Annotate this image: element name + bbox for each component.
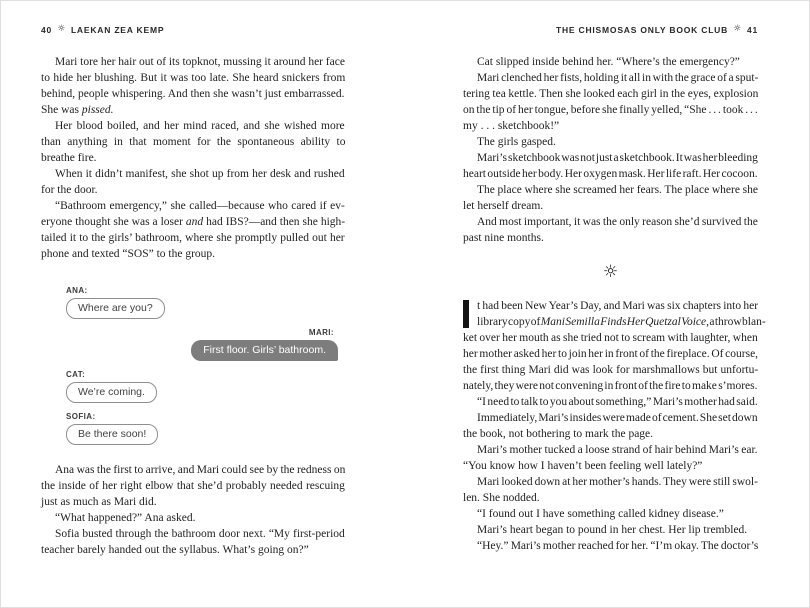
text-line: on the tip of her tongue, before she finally yelled, “She . . . took . . . [463,104,758,116]
paragraph [463,214,758,246]
paragraph [463,54,758,70]
text-line: Mari looked down at her mother’s hands. They were still swol- [477,476,758,488]
paragraph [463,442,758,474]
paragraph [41,510,345,526]
paragraph [41,462,345,510]
text-line: tering tea kettle. Then she looked each girl in the eyes, explosion [463,88,759,100]
text-line: Mari’s mother tucked a loose strand of hair behind Mari’s ear. [477,444,758,456]
text-line: Immediately, Mari’s insides were made of cement. She set down [477,412,758,424]
text-line: her mother asked her to join her in front of the fireplace. Of course, [463,348,759,360]
text-line: behind, people whispering. And then she wasn’t just embarrassed. [41,88,345,100]
text-line: Cat slipped inside behind her. “Where’s the emergency?” [477,56,740,68]
page-number-left: 40 [41,24,53,35]
paragraph [463,522,758,538]
paragraph [41,166,345,198]
text-line: for the door. [41,184,98,196]
book-title: THE CHISMOSAS ONLY BOOK CLUB [555,24,729,35]
paragraph [463,394,758,410]
text-line: let herself dream. [463,200,544,212]
text-line: eryone thought she was a loser and had IBS?—and then she high- [41,216,346,228]
text-line: “Bathroom emergency,” she called—because who cared if ev- [55,200,345,212]
text-line: Sofia busted through the bathroom door next. “My first-period [55,528,345,540]
text-line: Her blood boiled, and her mind raced, and she wished more [55,120,345,132]
text-line: library copy of Mani Semilla Finds Her Quetzal Voice, a throw blan- [477,316,766,328]
text-line: When it didn’t manifest, she shot up from her desk and rushed [55,168,345,180]
sun-icon: ☼ [57,23,66,34]
running-head-right [556,24,758,35]
right-page-body [463,54,766,554]
text-line: Ana was the first to arrive, and Mari could see by the redness on [55,464,346,476]
text-line: “What happened?” Ana asked. [55,512,196,524]
text-line: just as much as Mari did. [41,496,157,508]
chat-sender-label: SOFIA: [66,412,96,421]
text-line: than anything in that moment for the spontaneous ability to [41,136,346,148]
text-line: The girls gasped. [477,136,556,148]
text-line: my . . . sketchbook!” [463,120,560,132]
paragraph [463,538,758,554]
text-line: Mari’s sketchbook was not just a sketchbook. It was her bleeding [477,152,758,164]
text-line: phone and texted “SOS” to the group. [41,248,216,260]
text-line: t had been New Year’s Day, and Mari was six chapters into her [477,300,759,312]
paragraph [41,526,345,558]
text-line: the book, not bothering to mark the page. [463,428,654,440]
text-line: nately, they were not convening in front of the fire to make s’mores. [463,380,758,392]
text-line: Mari clenched her fists, holding it all in with the grace of a sput- [477,72,759,84]
text-line: past nine months. [463,232,544,244]
right-page-paragraphs-bottom [463,298,766,554]
chat-message-cat [66,370,345,403]
paragraph [463,410,758,442]
chat-bubble: Where are you? [66,298,165,319]
paragraph [463,298,766,394]
text-line: “You know how I haven’t been feeling well lately?” [463,460,703,472]
text-line: “I found out I have something called kidney disease.” [477,508,724,520]
chat-sender-label: CAT: [66,370,86,379]
chat-bubble: Be there soon! [66,424,158,445]
text-line: Mari tore her hair out of its topknot, mussing it around her face [55,56,345,68]
chat-sender-label: ANA: [66,286,88,295]
text-line: len. She nodded. [463,492,540,504]
paragraph [463,134,758,150]
page-number-right: 41 [746,24,758,35]
chat-message-ana [66,286,345,319]
paragraph [463,150,758,182]
chat-sender-label: MARI: [308,328,334,337]
text-line: the inside of her right elbow that she’d probably needed rescuing [41,480,345,492]
text-line: to hide her blushing. But it was too late. She heard snickers from [41,72,346,84]
text-line: teacher barely handed out the syllabus. What’s going on?” [41,544,309,556]
chat-bubble: We’re coming. [66,382,157,403]
chat-message-mari [41,328,338,361]
chat-message-sofia [66,412,345,445]
sun-ornament-icon: ☼ [602,262,619,282]
paragraph [463,474,758,506]
right-page-paragraphs-top [463,54,758,246]
text-line: tailed it to the girls’ bathroom, where she promptly pulled out her [41,232,345,244]
text-line: the first thing Mari did was look for marshmallows but unfortu- [463,364,759,376]
left-page-body [41,54,345,558]
left-page-paragraphs-bottom [41,462,345,558]
running-head-left [41,24,164,35]
text-line: The place where she screamed her fears. The place where she [477,184,758,196]
author-name: LAEKAN ZEA KEMP [70,24,165,35]
section-break-ornament [463,246,758,298]
left-page-paragraphs-top [41,54,345,262]
text-line: ket over her mouth as she tried not to scream with laughter, when [463,332,758,344]
text-line: “I need to talk to you about something,” Mari’s mother had said. [477,396,758,408]
paragraph [463,182,758,214]
paragraph [463,70,758,134]
text-line: Mari’s heart began to pound in her chest. Her lip trembled. [477,524,748,536]
text-line: She was pissed. [41,104,114,116]
text-line: breathe fire. [41,152,97,164]
chat-transcript [41,262,345,462]
paragraph [41,54,345,118]
text-line: And most important, it was the only reason she’d survived the [477,216,758,228]
paragraph [463,506,758,522]
paragraph [41,118,345,166]
text-line: “Hey.” Mari’s mother reached for her. “I’m okay. The doctor’s [477,540,759,552]
drop-cap-letter [463,300,469,328]
text-line: heart outside her body. Her oxygen mask. Her life raft. Her cocoon. [463,168,758,180]
chat-bubble: First floor. Girls’ bathroom. [191,340,338,361]
paragraph [41,198,345,262]
sun-icon: ☼ [733,23,742,34]
